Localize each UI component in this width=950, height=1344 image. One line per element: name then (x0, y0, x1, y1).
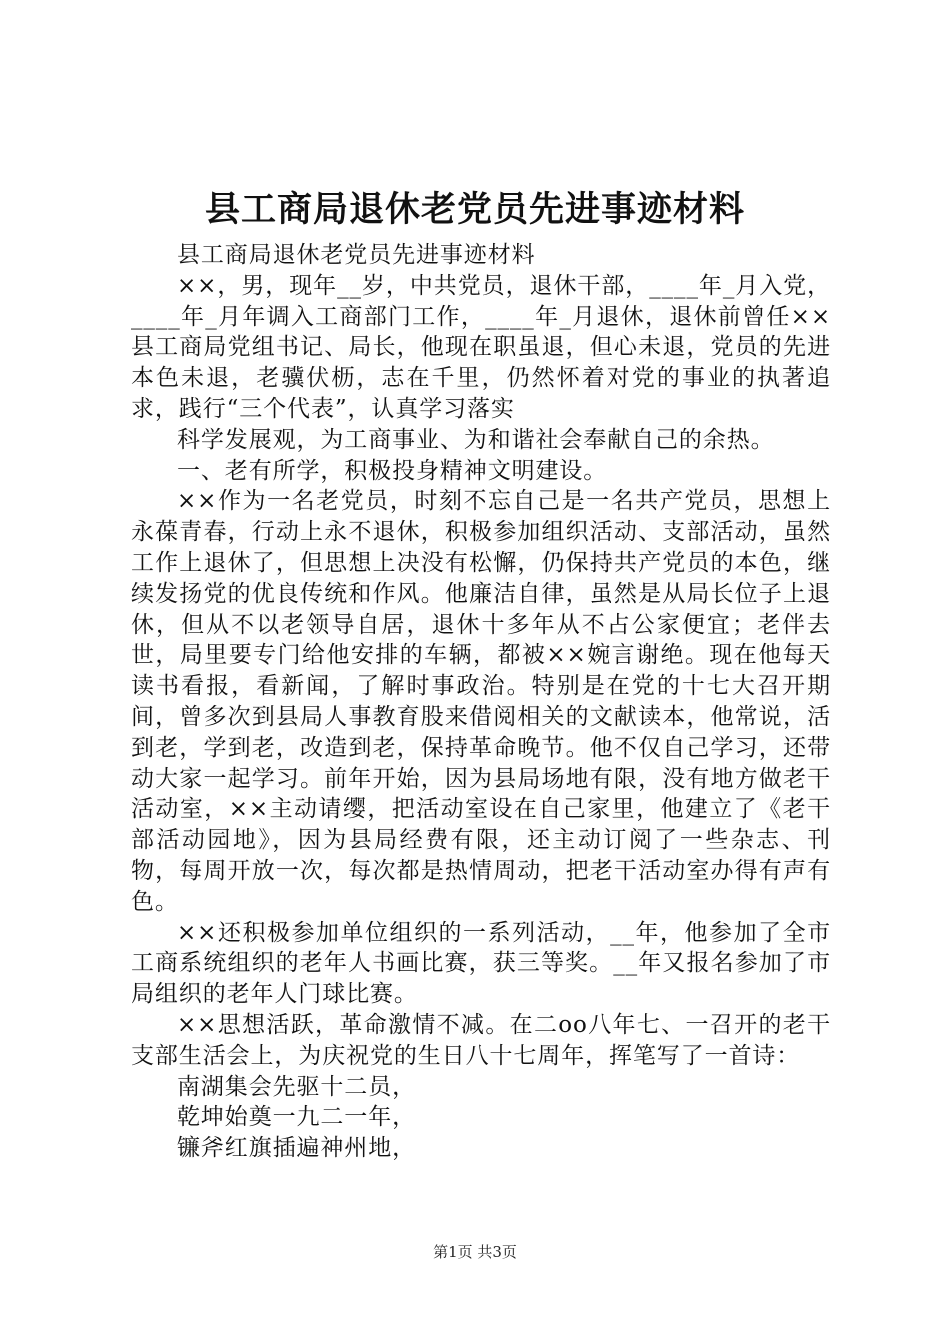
paragraph-poem-intro: ××思想活跃，革命激情不减。在二oo八年七、一召开的老干支部生活会上，为庆祝党的生日八十七周年，挥笔写了一首诗： (131, 1011, 831, 1069)
paragraph-intro: ××，男，现年__岁，中共党员，退休干部，____年_月入党，____年_月年调入工商部门工作，____年_月退休，退休前曾任××县工商局党组书记、局长，他现在职虽退，但心未退，党员的先进本色未退，老骥伏枥，志在千里，仍然怀着对党的事业的执著追求，践行“三个代表”，认真学习落实 (131, 272, 831, 422)
paragraph-intro-continued: 科学发展观，为工商事业、为和谐社会奉献自己的余热。 (177, 426, 775, 453)
paragraph-study: ××作为一名老党员，时刻不忘自己是一名共产党员，思想上永葆青春，行动上永不退休，积极参加组织活动、支部活动，虽然工作上退休了，但思想上决没有松懈，仍保持共产党员的本色，继续发扬党的优良传统和作风。他廉洁自律，虽然是从局长位子上退休，但从不以老领导自居，退休十多年从不占公家便宜；老伴去世，局里要专门给他安排的车辆，都被××婉言谢绝。现在他每天读书看报，看新闻，了解时事政治。特别是在党的十七大召开期间，曾多次到县局人事教育股来借阅相关的文献读本，他常说，活到老，学到老，改造到老，保持革命晚节。他不仅自己学习，还带动大家一起学习。前年开始，因为县局场地有限，没有地方做老干活动室，××主动请缨，把活动室设在自己家里，他建立了《老干部活动园地》，因为县局经费有限，还主动订阅了一些杂志、刊物，每周开放一次，每次都是热情周动，把老干活动室办得有声有色。 (131, 488, 831, 915)
poem-line: 乾坤始奠一九二一年， (177, 1104, 416, 1131)
paragraph-activities: ××还积极参加单位组织的一系列活动，__年，他参加了全市工商系统组织的老年人书画比赛，获三等奖。__年又报名参加了市局组织的老年人门球比赛。 (131, 919, 831, 1008)
page-number: 第1页 共3页 (433, 1243, 517, 1261)
document-body (131, 240, 831, 1164)
section-heading: 一、老有所学，积极投身精神文明建设。 (177, 457, 608, 484)
poem-line: 镰斧红旗插遍神州地， (177, 1135, 416, 1162)
paragraph-subtitle: 县工商局退休老党员先进事迹材料 (177, 242, 536, 268)
document-title: 县工商局退休老党员先进事迹材料 (204, 189, 745, 230)
poem-line: 南湖集会先驱十二员， (177, 1073, 416, 1100)
